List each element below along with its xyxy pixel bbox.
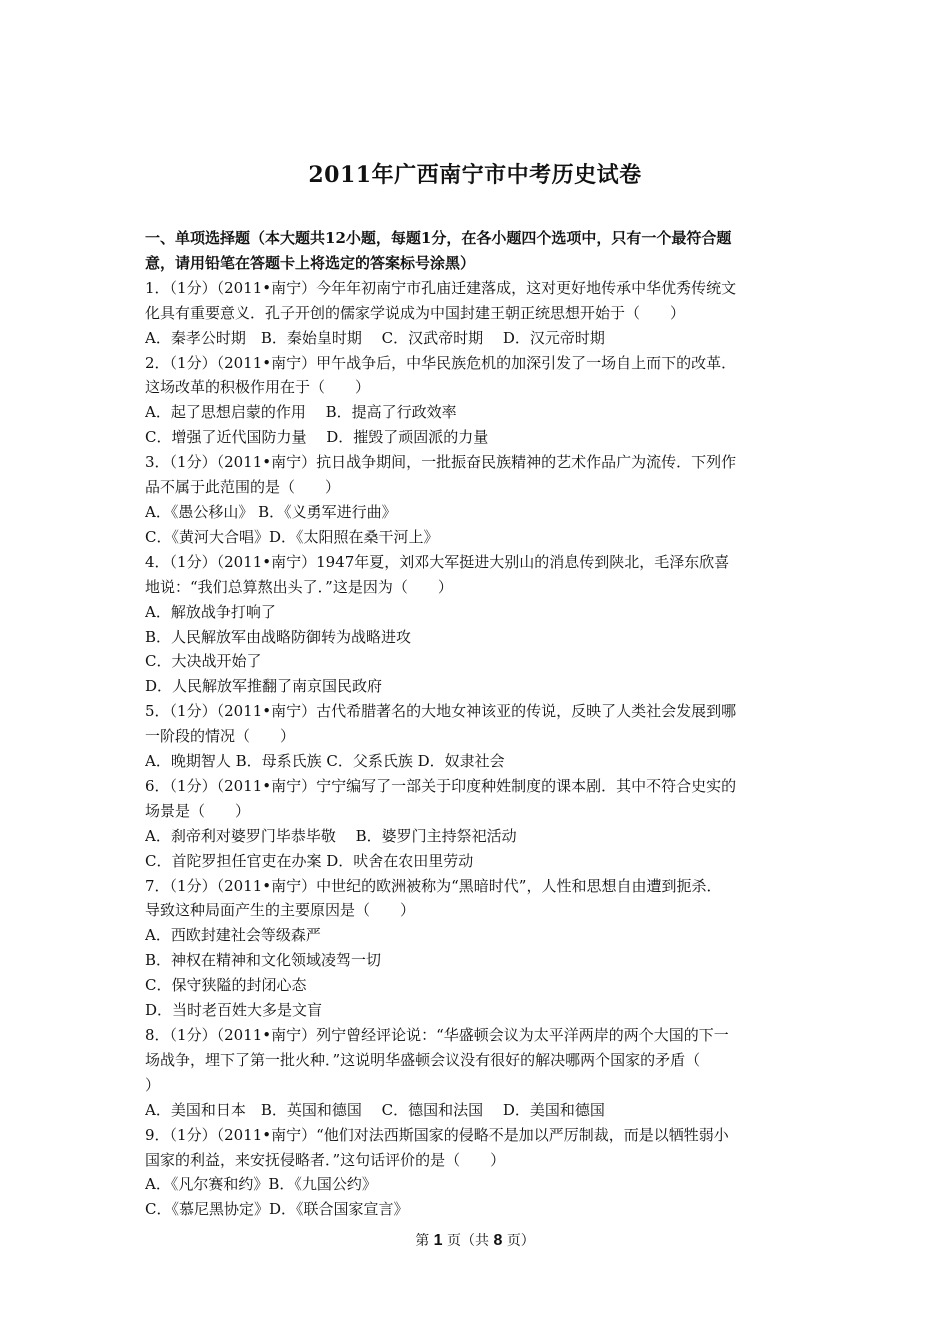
question-item xyxy=(145,774,813,874)
question-stem-line: 地说：“我们总算熬出头了．”这是因为（ ） xyxy=(145,577,453,596)
question-stem-line: 导致这种局面产生的主要原因是（ ） xyxy=(145,901,416,920)
question-item xyxy=(145,1123,813,1223)
question-stem-line: 国家的利益，来安抚侵略者．”这句话评价的是（ ） xyxy=(145,1150,506,1169)
question-stem-line: 化具有重要意义．孔子开创的儒家学说成为中国封建王朝正统思想开始于（ ） xyxy=(145,303,686,322)
question-stem-line: ） xyxy=(145,1075,161,1094)
answer-options-line: A．《凡尔赛和约》B．《九国公约》 xyxy=(145,1175,377,1194)
footer-prefix: 第 xyxy=(415,1233,430,1249)
question-item xyxy=(145,699,813,774)
answer-options-line: A．秦孝公时期 B．秦始皇时期 C．汉武帝时期 D．汉元帝时期 xyxy=(145,328,605,347)
footer-total-pages: 8 xyxy=(493,1232,503,1249)
page-title: 2011年广西南宁市中考历史试卷 xyxy=(308,162,642,188)
question-stem-line: 场战争，埋下了第一批火种．”这说明华盛顿会议没有很好的解决哪两个国家的矛盾（ xyxy=(145,1050,701,1069)
exam-content xyxy=(145,226,813,1222)
question-stem-line: 6．（1分）（2011•南宁）宁宁编写了一部关于印度种姓制度的课本剧．其中不符合史实的 xyxy=(145,776,737,795)
answer-options-line: C．首陀罗担任官吏在办案 D．吠舍在农田里劳动 xyxy=(145,851,474,870)
question-item xyxy=(145,276,813,351)
footer-suffix: 页） xyxy=(506,1233,535,1249)
question-stem-line: 8．（1分）（2011•南宁）列宁曾经评论说：“华盛顿会议为太平洋两岸的两个大国的下一 xyxy=(145,1026,729,1044)
answer-options-line: D．当时老百姓大多是文盲 xyxy=(145,1001,323,1020)
question-stem-line: 一阶段的情况（ ） xyxy=(145,727,296,746)
question-list xyxy=(145,276,813,1222)
answer-options-line: A．《愚公移山》 B．《义勇军进行曲》 xyxy=(145,502,397,521)
section-heading-line: 意，请用铅笔在答题卡上将选定的答案标号涂黑） xyxy=(145,253,476,272)
question-stem-line: 1．（1分）（2011•南宁）今年年初南宁市孔庙迁建落成，这对更好地传承中华优秀传统文 xyxy=(145,278,737,297)
answer-options-line: A．晚期智人 B．母系氏族 C．父系氏族 D．奴隶社会 xyxy=(145,752,505,771)
question-stem-line: 3．（1分）（2011•南宁）抗日战争期间，一批振奋民族精神的艺术作品广为流传．下列作 xyxy=(145,453,737,472)
page-footer xyxy=(0,1230,950,1250)
answer-options-line: C．保守狭隘的封闭心态 xyxy=(145,976,307,995)
answer-options-line: A．起了思想启蒙的作用 B．提高了行政效率 xyxy=(145,403,457,422)
question-stem-line: 场景是（ ） xyxy=(145,801,251,820)
question-stem-line: 7．（1分）（2011•南宁）中世纪的欧洲被称为“黑暗时代”，人性和思想自由遭到扼杀． xyxy=(145,876,722,895)
question-stem-line: 2．（1分）（2011•南宁）甲午战争后，中华民族危机的加深引发了一场自上而下的改革． xyxy=(145,353,737,372)
question-item xyxy=(145,450,813,550)
section-heading xyxy=(145,226,813,276)
footer-page-number: 1 xyxy=(433,1232,443,1249)
question-item xyxy=(145,351,813,451)
answer-options-line: C．《慕尼黑协定》D．《联合国家宣言》 xyxy=(145,1200,409,1219)
question-stem-line: 9．（1分）（2011•南宁）“他们对法西斯国家的侵略不是加以严厉制裁，而是以牺牲弱小 xyxy=(145,1125,729,1144)
answer-options-line: C．大决战开始了 xyxy=(145,652,262,671)
answer-options-line: C．增强了近代国防力量 D．摧毁了顽固派的力量 xyxy=(145,428,489,447)
answer-options-line: C．《黄河大合唱》D．《太阳照在桑干河上》 xyxy=(145,527,439,546)
answer-options-line: A．西欧封建社会等级森严 xyxy=(145,926,321,945)
answer-options-line: A．刹帝利对婆罗门毕恭毕敬 B．婆罗门主持祭祀活动 xyxy=(145,826,517,845)
question-stem-line: 品不属于此范围的是（ ） xyxy=(145,478,341,497)
answer-options-line: A．美国和日本 B．英国和德国 C．德国和法国 D．美国和德国 xyxy=(145,1100,605,1119)
question-stem-line: 4．（1分）（2011•南宁）1947年夏，刘邓大军挺进大别山的消息传到陕北，毛泽东欣喜 xyxy=(145,552,730,571)
answer-options-line: B．人民解放军由战略防御转为战略进攻 xyxy=(145,627,412,646)
question-item xyxy=(145,550,813,699)
section-heading-line: 一、单项选择题（本大题共12小题，每题1分，在各小题四个选项中，只有一个最符合题 xyxy=(145,229,732,247)
answer-options-line: A．解放战争打响了 xyxy=(145,602,276,621)
question-stem-line: 5．（1分）（2011•南宁）古代希腊著名的大地女神该亚的传说，反映了人类社会发展到哪 xyxy=(145,702,737,721)
answer-options-line: B．神权在精神和文化领域凌驾一切 xyxy=(145,951,382,970)
question-stem-line: 这场改革的积极作用在于（ ） xyxy=(145,378,371,397)
answer-options-line: D．人民解放军推翻了南京国民政府 xyxy=(145,677,383,696)
footer-middle: 页（共 xyxy=(447,1233,489,1249)
question-item xyxy=(145,874,813,1023)
question-item xyxy=(145,1023,813,1123)
